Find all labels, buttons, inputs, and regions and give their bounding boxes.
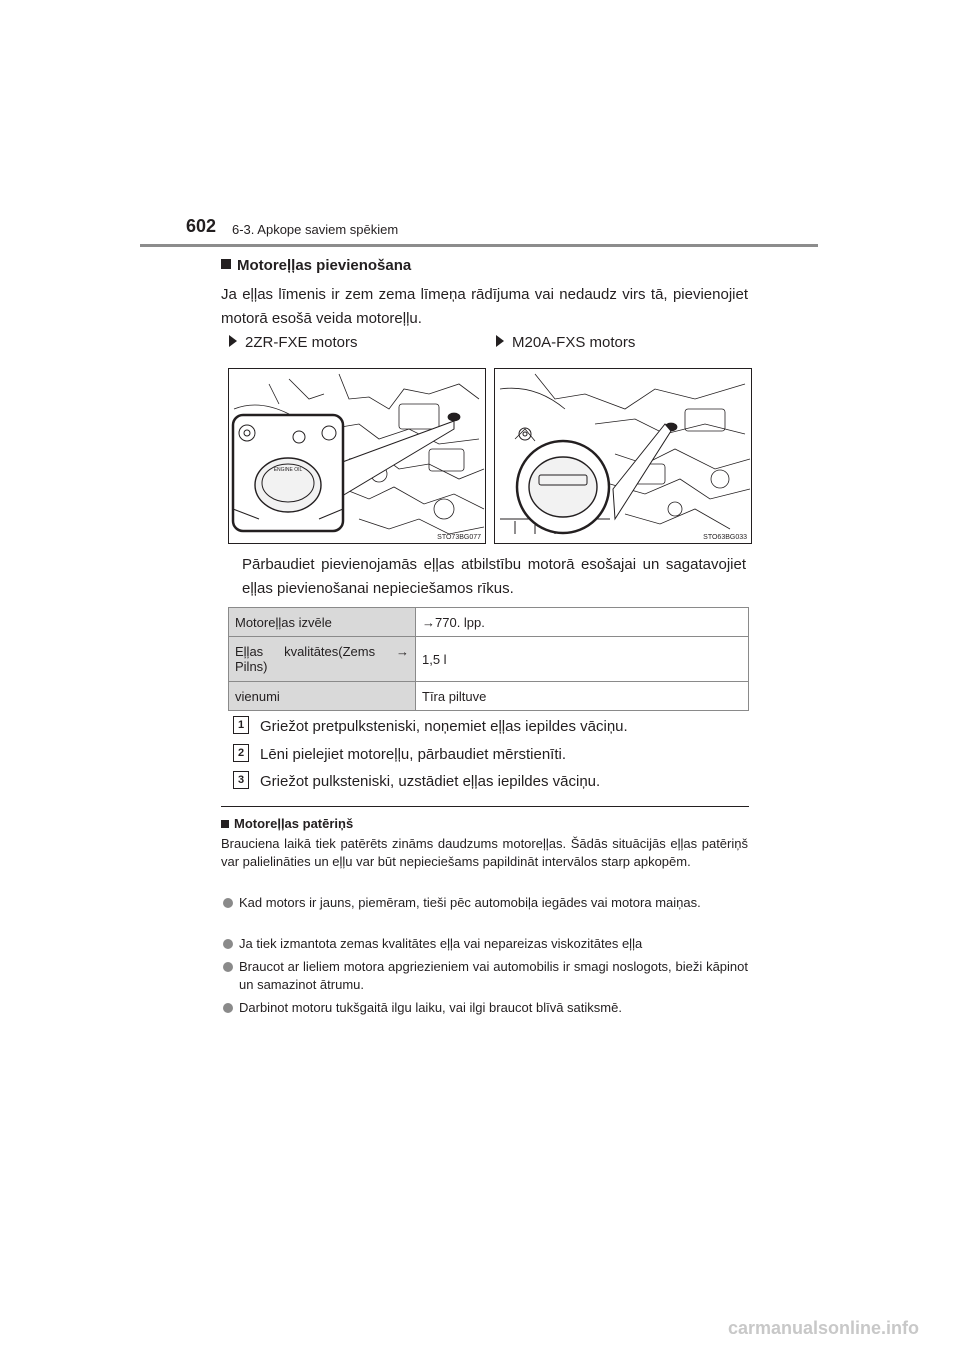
intro-paragraph: Ja eļļas līmenis ir zem zema līmeņa rādījuma vai nedaudz virs tā, pievienojiet motorā esošā veida motoreļļu.	[221, 286, 748, 327]
note-heading-text: Motoreļļas patēriņš	[234, 816, 354, 831]
step-text: Griežot pretpulksteniski, noņemiet eļļas iepildes vāciņu.	[260, 718, 628, 735]
figure-code: STO73BG077	[437, 534, 481, 541]
step-text: Griežot pulksteniski, uzstādiet eļļas iepildes vāciņu.	[260, 773, 601, 790]
engine-bay-illustration-left	[229, 369, 485, 543]
figure-code: STO63BG033	[703, 534, 747, 541]
circle-bullet-icon	[223, 939, 233, 949]
page-number: 602	[186, 216, 217, 236]
figure-m20a-engine	[494, 368, 752, 544]
requirements-table	[228, 607, 749, 711]
step-1	[233, 716, 628, 735]
table-label-cell	[229, 637, 416, 682]
step-number-badge: 2	[233, 744, 249, 762]
note-bullet-item	[221, 999, 748, 1017]
square-bullet-icon	[221, 259, 231, 269]
step-text: Lēni pielejiet motoreļļu, pārbaudiet mērstienīti.	[260, 746, 566, 763]
table-row	[229, 608, 749, 637]
section-title: 6-3. Apkope saviem spēkiem	[232, 222, 399, 237]
circle-bullet-icon	[223, 898, 233, 908]
note-heading	[221, 816, 353, 831]
note-bullet-text: Kad motors ir jauns, piemēram, tieši pēc automobiļa iegādes vai motora maiņas.	[239, 895, 701, 910]
table-row	[229, 637, 749, 682]
circle-bullet-icon	[223, 1003, 233, 1013]
step-number-badge: 1	[233, 716, 249, 734]
note-bullet-text: Ja tiek izmantota zemas kvalitātes eļļa vai nepareizas viskozitātes eļļa	[239, 936, 643, 951]
note-divider	[221, 806, 749, 807]
main-heading-text: Motoreļļas pievienošana	[237, 257, 412, 274]
engine-bay-illustration-right	[495, 369, 751, 543]
circle-bullet-icon	[223, 962, 233, 972]
figure-2zr-engine	[228, 368, 486, 544]
note-paragraph: Brauciena laikā tiek patērēts zināms daudzums motoreļļas. Šādās situācijās eļļas patēriņš var palielināties un eļļu var būt nepieciešams papildināt intervālos starp apkopēm.	[221, 836, 748, 869]
note-bullet-item	[221, 894, 748, 912]
table-label-cell: Motoreļļas izvēle	[229, 608, 416, 637]
square-bullet-icon	[221, 820, 229, 828]
main-heading	[221, 257, 411, 274]
table-value-cell: 1,5 l	[416, 637, 749, 682]
engine-label-m20a	[496, 334, 635, 351]
table-value-cell: →770. lpp.	[416, 608, 749, 637]
watermark-link[interactable]: carmanualsonline.info	[728, 1318, 920, 1338]
table-label-text: Eļļas kvalitātes(Zems → Pilns)	[235, 644, 409, 674]
engine-label-2zr	[229, 334, 358, 351]
table-row	[229, 682, 749, 711]
step-2	[233, 744, 566, 763]
table-value-cell: Tīra piltuve	[416, 682, 749, 711]
step-3	[233, 771, 600, 790]
table-label-cell: vienumi	[229, 682, 416, 711]
cap-label: ENGINE OIL	[273, 467, 303, 473]
step-number-badge: 3	[233, 771, 249, 789]
note-bullet-text: Braucot ar lieliem motora apgriezieniem vai automobilis ir smagi noslogots, bieži kāpinot un samazinot ātrumu.	[239, 959, 748, 992]
triangle-bullet-icon	[229, 335, 237, 347]
engine-label-text: 2ZR-FXE motors	[245, 334, 358, 351]
note-bullet-item	[221, 958, 748, 994]
note-bullet-item	[221, 935, 748, 953]
header-divider	[140, 244, 818, 247]
check-paragraph: Pārbaudiet pievienojamās eļļas atbilstību motorā esošajai un sagatavojiet eļļas pievienošanai nepieciešamos rīkus.	[242, 556, 746, 597]
note-bullet-text: Darbinot motoru tukšgaitā ilgu laiku, vai ilgi braucot blīvā satiksmē.	[239, 1000, 622, 1015]
triangle-bullet-icon	[496, 335, 504, 347]
engine-label-text: M20A-FXS motors	[512, 334, 636, 351]
